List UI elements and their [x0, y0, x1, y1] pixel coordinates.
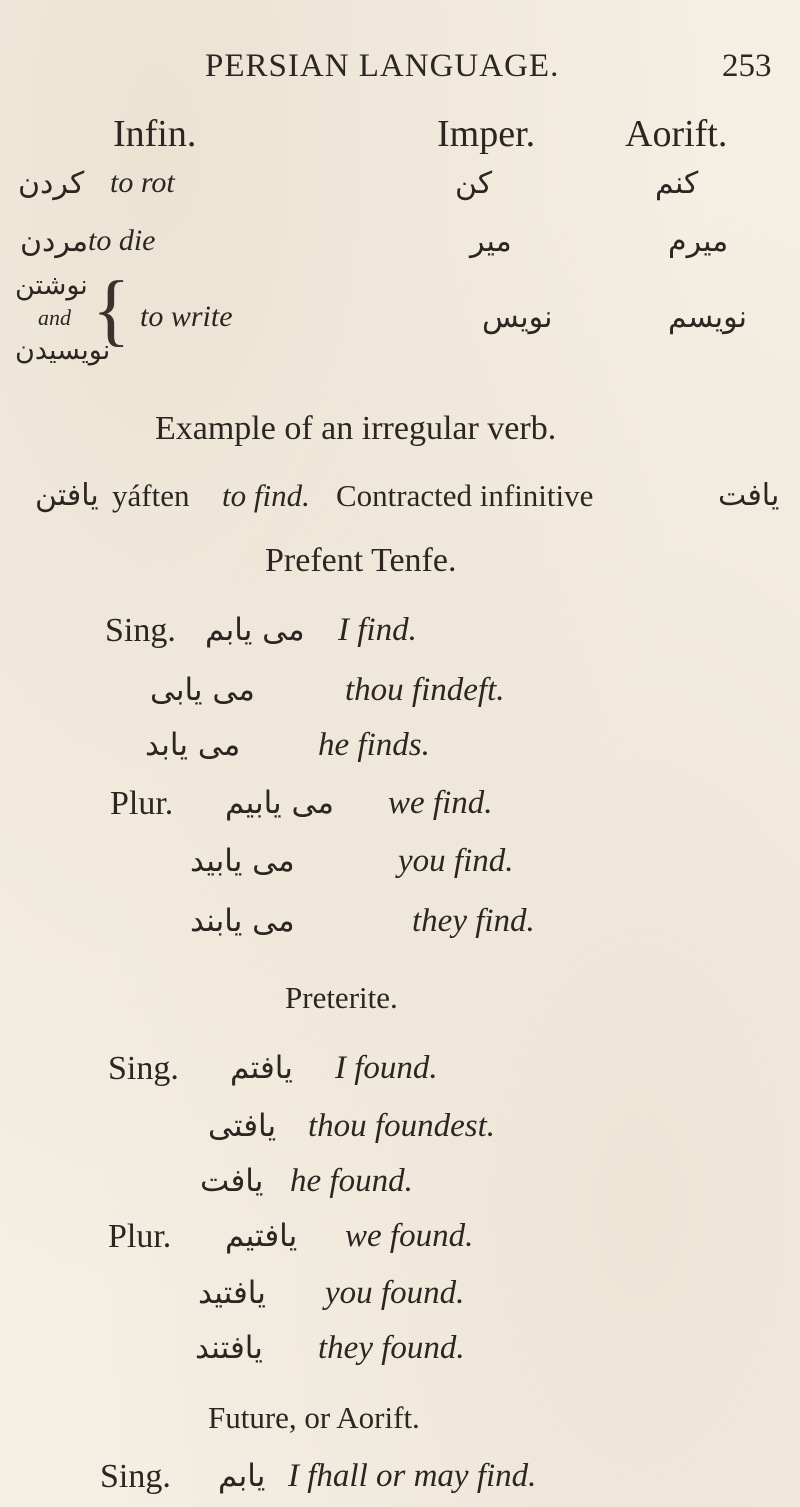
verb-form: یابم [218, 1458, 266, 1494]
page-number: 253 [722, 48, 772, 84]
infinitive-arabic: نوشتن [15, 270, 88, 301]
verb-gloss: he found. [290, 1163, 413, 1199]
verb-form: می یابید [190, 843, 295, 879]
tense-heading: Prefent Tenfe. [265, 542, 457, 579]
verb-gloss: we found. [345, 1218, 474, 1254]
verb-gloss: they find. [412, 903, 535, 939]
verb-form: می یابی [150, 672, 255, 708]
aorist-arabic: کنم [655, 166, 699, 201]
imperative-arabic: میر [470, 224, 512, 259]
verb-form: یافت [200, 1163, 264, 1199]
infinitive-gloss: to die [88, 224, 156, 257]
verb-arabic: یافتن [35, 478, 99, 513]
imperative-arabic: کن [455, 166, 493, 201]
verb-form: یافتم [230, 1050, 293, 1086]
contracted-arabic: یافت [718, 478, 780, 513]
aorist-arabic: نویسم [668, 300, 747, 335]
conjunction: and [38, 305, 71, 330]
infinitive-arabic: نویسیدن [15, 335, 111, 366]
verb-form: یافتیم [225, 1218, 298, 1254]
infinitive-arabic: کردن [18, 166, 85, 201]
column-imperative: Imper. [437, 113, 536, 155]
tense-heading: Future, or Aorift. [208, 1400, 420, 1435]
number-label: Plur. [110, 785, 174, 822]
verb-gloss: thou findeft. [345, 672, 505, 708]
section-heading: Example of an irregular verb. [155, 410, 557, 447]
verb-gloss: we find. [388, 785, 493, 821]
number-label: Sing. [100, 1458, 171, 1495]
verb-form: یافتند [195, 1330, 263, 1366]
aorist-arabic: میرم [668, 224, 729, 259]
verb-form: می یابد [145, 727, 241, 763]
verb-gloss: I find. [338, 612, 417, 648]
number-label: Sing. [105, 612, 176, 649]
infinitive-gloss: to write [140, 300, 233, 333]
imperative-arabic: نویس [482, 300, 553, 335]
column-aorist: Aorift. [625, 113, 728, 155]
infinitive-gloss: to rot [110, 166, 175, 199]
verb-form: یافتید [198, 1275, 266, 1311]
verb-form: یافتی [208, 1108, 277, 1144]
running-head: PERSIAN LANGUAGE. [205, 48, 560, 84]
infinitive-arabic: مردن [20, 224, 89, 259]
verb-gloss: he finds. [318, 727, 430, 763]
verb-transliteration: yáften [112, 478, 190, 513]
number-label: Sing. [108, 1050, 179, 1087]
number-label: Plur. [108, 1218, 172, 1255]
contracted-infinitive-label: Contracted infinitive [336, 478, 594, 513]
verb-gloss: I fhall or may find. [288, 1458, 537, 1494]
verb-gloss: you find. [398, 843, 514, 879]
brace: { [92, 266, 131, 354]
verb-gloss: they found. [318, 1330, 465, 1366]
verb-form: می یابم [205, 612, 305, 648]
verb-gloss: thou foundest. [308, 1108, 495, 1144]
verb-gloss: to find. [222, 478, 310, 513]
verb-gloss: I found. [335, 1050, 438, 1086]
verb-form: می یابند [190, 903, 295, 939]
verb-gloss: you found. [325, 1275, 465, 1311]
verb-form: می یابیم [225, 785, 334, 821]
column-infinitive: Infin. [113, 113, 197, 155]
tense-heading: Preterite. [285, 980, 398, 1015]
